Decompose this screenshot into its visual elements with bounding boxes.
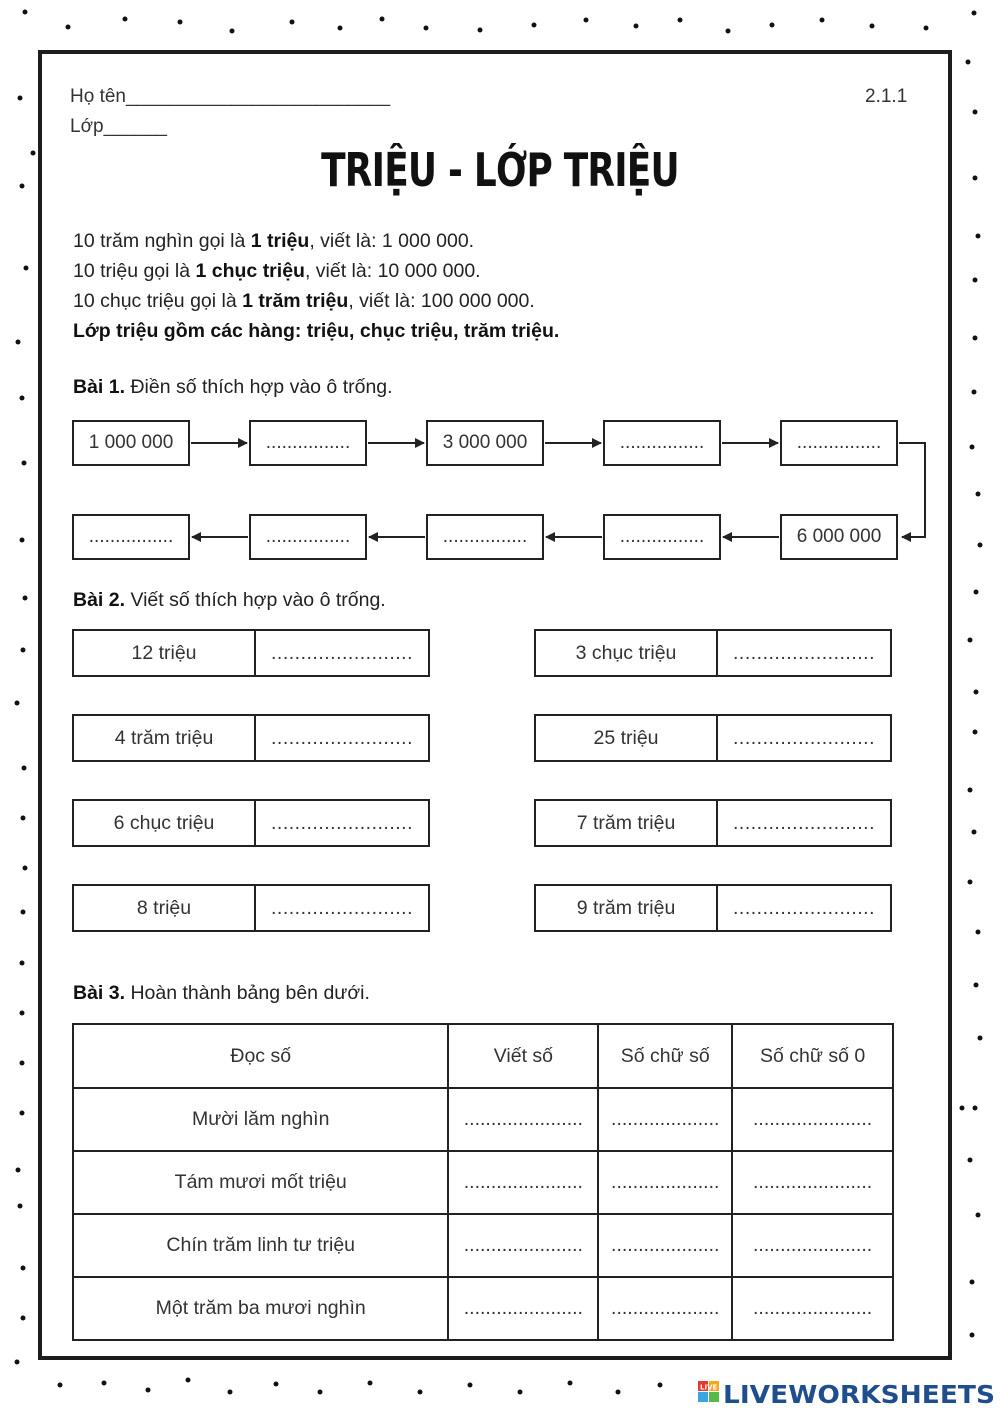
chain-box-blank[interactable]: ................ — [603, 420, 721, 466]
conversion-row — [72, 799, 430, 847]
read-number-cell: Tám mươi mốt triệu — [73, 1151, 448, 1214]
answer-cell[interactable]: .................... — [598, 1088, 732, 1151]
answer-cell[interactable]: ...................... — [732, 1151, 893, 1214]
column-header: Số chữ số 0 — [732, 1024, 893, 1088]
number-table — [72, 1023, 894, 1341]
liveworksheets-logo — [698, 1376, 998, 1410]
conversion-label: 8 triệu — [74, 886, 256, 930]
intro-line-4: Lớp triệu gồm các hàng: triệu, chục triệu, trăm triệu. — [73, 320, 560, 342]
conversion-answer[interactable]: ........................ — [732, 641, 876, 664]
read-number-cell: Mười lăm nghìn — [73, 1088, 448, 1151]
table-header-row — [73, 1024, 893, 1088]
exercise-2-heading: Bài 2. Viết số thích hợp vào ô trống. — [73, 589, 386, 611]
logo-text: LIVEWORKSHEETS — [723, 1380, 995, 1409]
class-field-label[interactable]: Lớp______ — [70, 116, 167, 137]
conversion-row — [72, 629, 430, 677]
logo-small-text: LIVE — [700, 1383, 718, 1392]
conversion-answer[interactable]: ........................ — [270, 726, 414, 749]
conversion-label: 3 chục triệu — [536, 631, 718, 675]
page-title: TRIỆU - LỚP TRIỆU — [321, 143, 679, 197]
answer-cell[interactable]: ...................... — [448, 1214, 598, 1277]
chain-box-blank[interactable]: ................ — [249, 514, 367, 560]
chain-box: 3 000 000 — [426, 420, 544, 466]
exercise-1-heading: Bài 1. Điền số thích hợp vào ô trống. — [73, 376, 393, 398]
conversion-label: 25 triệu — [536, 716, 718, 760]
conversion-answer[interactable]: ........................ — [270, 811, 414, 834]
intro-line-3: 10 chục triệu gọi là 1 trăm triệu, viết là: 100 000 000. — [73, 290, 535, 312]
conversion-label: 12 triệu — [74, 631, 256, 675]
conversion-row — [72, 884, 430, 932]
conversion-label: 4 trăm triệu — [74, 716, 256, 760]
table-row — [73, 1214, 893, 1277]
table-row — [73, 1088, 893, 1151]
answer-cell[interactable]: ...................... — [448, 1277, 598, 1340]
column-header: Viết số — [448, 1024, 598, 1088]
intro-line-1: 10 trăm nghìn gọi là 1 triệu, viết là: 1 000 000. — [73, 230, 475, 252]
intro-line-2: 10 triệu gọi là 1 chục triệu, viết là: 10 000 000. — [73, 260, 481, 282]
answer-cell[interactable]: .................... — [598, 1151, 732, 1214]
conversion-label: 9 trăm triệu — [536, 886, 718, 930]
conversion-row — [534, 629, 892, 677]
conversion-label: 6 chục triệu — [74, 801, 256, 845]
column-header: Số chữ số — [598, 1024, 732, 1088]
table-row — [73, 1277, 893, 1340]
chain-box: 1 000 000 — [72, 420, 190, 466]
conversion-answer[interactable]: ........................ — [732, 726, 876, 749]
name-field-label[interactable]: Họ tên_________________________ — [70, 86, 391, 107]
conversion-row — [534, 714, 892, 762]
conversion-row — [72, 714, 430, 762]
conversion-label: 7 trăm triệu — [536, 801, 718, 845]
chain-box: 6 000 000 — [780, 514, 898, 560]
chain-box-blank[interactable]: ................ — [603, 514, 721, 560]
answer-cell[interactable]: ...................... — [732, 1277, 893, 1340]
exercise-3-heading: Bài 3. Hoàn thành bảng bên dưới. — [73, 982, 370, 1004]
chain-box-blank[interactable]: ................ — [72, 514, 190, 560]
conversion-row — [534, 799, 892, 847]
answer-cell[interactable]: ...................... — [448, 1151, 598, 1214]
table-row — [73, 1151, 893, 1214]
answer-cell[interactable]: .................... — [598, 1277, 732, 1340]
exercise-1-arrows — [0, 0, 1000, 600]
chain-box-blank[interactable]: ................ — [249, 420, 367, 466]
answer-cell[interactable]: ...................... — [732, 1214, 893, 1277]
chain-box-blank[interactable]: ................ — [426, 514, 544, 560]
conversion-row — [534, 884, 892, 932]
conversion-answer[interactable]: ........................ — [732, 896, 876, 919]
chain-box-blank[interactable]: ................ — [780, 420, 898, 466]
answer-cell[interactable]: ...................... — [448, 1088, 598, 1151]
read-number-cell: Chín trăm linh tư triệu — [73, 1214, 448, 1277]
conversion-answer[interactable]: ........................ — [732, 811, 876, 834]
answer-cell[interactable]: .................... — [598, 1214, 732, 1277]
worksheet-code: 2.1.1 — [865, 86, 908, 107]
answer-cell[interactable]: ...................... — [732, 1088, 893, 1151]
read-number-cell: Một trăm ba mươi nghìn — [73, 1277, 448, 1340]
column-header: Đọc số — [73, 1024, 448, 1088]
conversion-answer[interactable]: ........................ — [270, 896, 414, 919]
conversion-answer[interactable]: ........................ — [270, 641, 414, 664]
